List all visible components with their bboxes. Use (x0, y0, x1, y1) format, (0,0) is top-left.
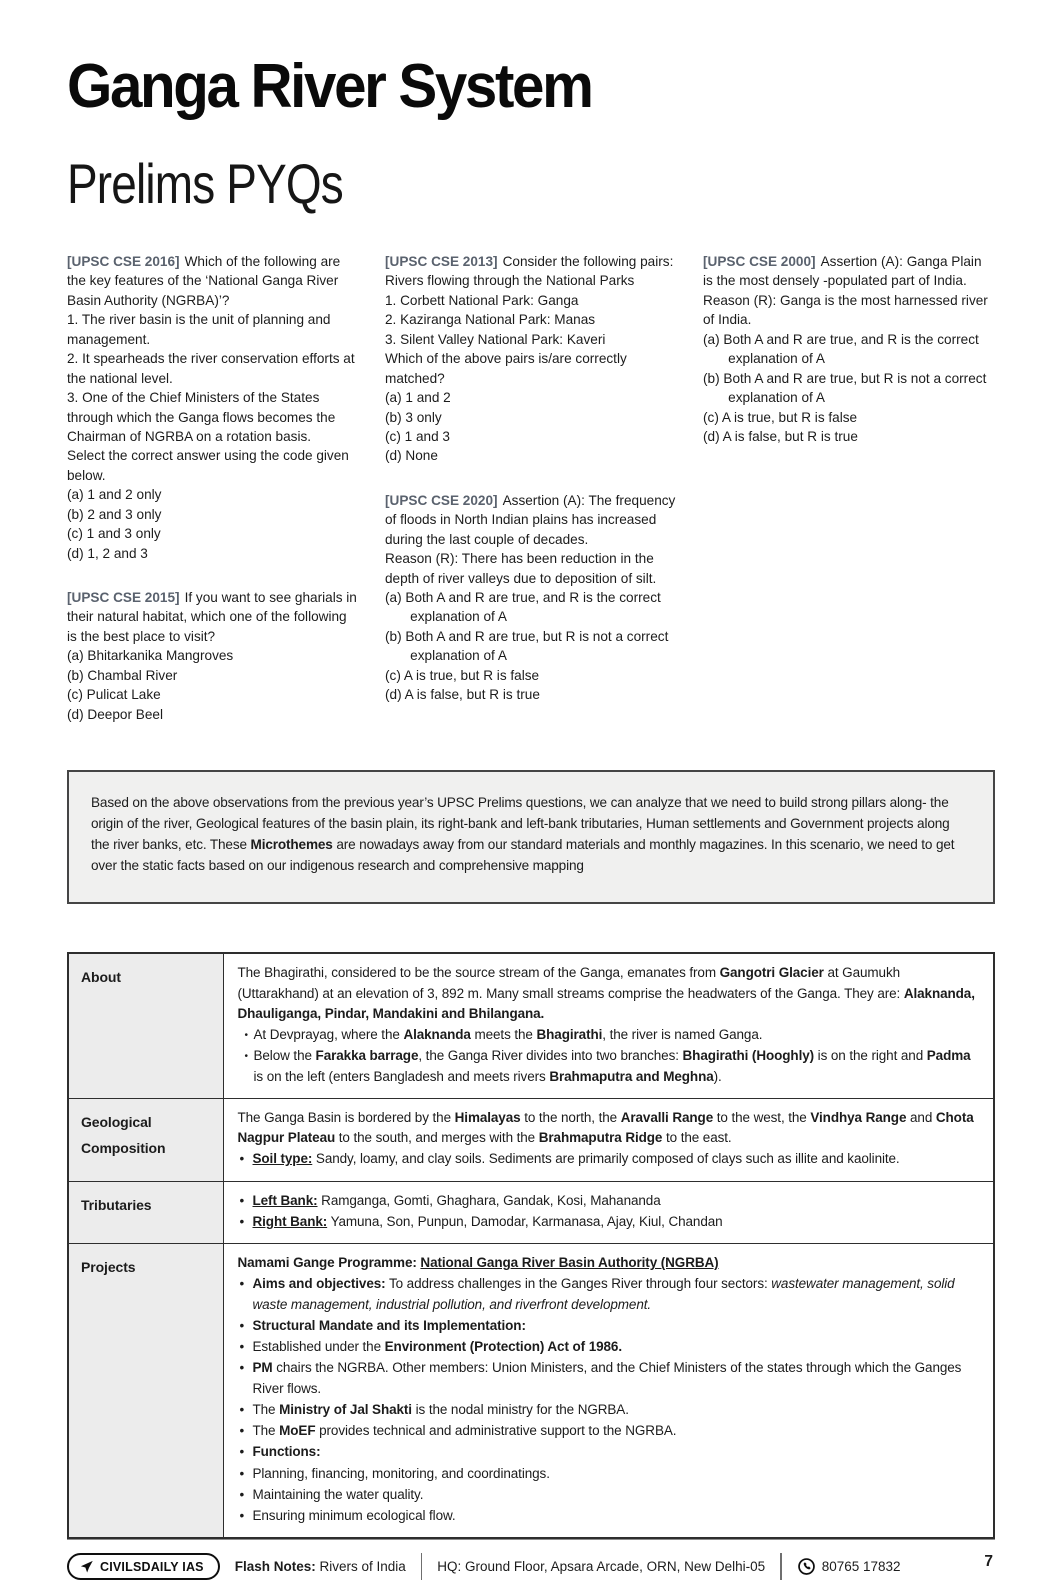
phone-number: 80765 17832 (821, 1559, 901, 1575)
text-segment: and (906, 1109, 936, 1125)
text-segment: Environment (Protection) Act of 1986. (384, 1339, 622, 1355)
text-line: (b) Both A and R are true, but R is not a correct explanation of A (385, 628, 669, 664)
question-stem: Which of the following are the key features of the ‘National Ganga River Basin Authority (NGRBA)’? (67, 254, 341, 308)
content-block (238, 1191, 980, 1211)
content-block (238, 1316, 980, 1336)
table-row-geological-composition (68, 1098, 994, 1181)
text-segment: The (252, 1423, 280, 1439)
question-head (67, 252, 359, 310)
bullet-text (253, 1149, 980, 1169)
question-body (703, 291, 995, 330)
question-tag: [UPSC CSE 2020] (385, 492, 498, 508)
text-segment: Chota Nagpur Plateau (237, 1109, 974, 1146)
bullet-text (253, 1191, 980, 1211)
bullet-text (253, 1421, 980, 1441)
page-subtitle: Prelims PYQs (67, 152, 343, 215)
hq-address: HQ: Ground Floor, Apsara Arcade, ORN, New Delhi-05 (437, 1559, 766, 1575)
question-head (385, 252, 677, 271)
content-block (238, 1025, 980, 1045)
content-block (238, 1421, 980, 1441)
bullet-text (253, 1316, 980, 1336)
question-head (703, 252, 995, 291)
info-table (67, 952, 995, 1539)
text-line: (b) 3 only (385, 409, 442, 425)
question-stem: Assertion (A): Ganga Plain is the most densely -populated part of India. (703, 254, 982, 289)
flash-notes-prefix: Flash Notes: (234, 1559, 316, 1575)
row-label-projects: Projects (68, 1244, 223, 1539)
question-stem: Assertion (A): The frequency of floods in North Indian plains has increased during the last couple of decades. (385, 492, 676, 547)
text-segment: The (252, 1401, 280, 1417)
pyq-column-3 (703, 252, 995, 724)
content-block (238, 1400, 980, 1420)
text-segment: Brahmaputra Ridge (538, 1130, 663, 1146)
text-line: 3. Silent Valley National Park: Kaveri (385, 331, 606, 347)
text-segment: Established under the (252, 1339, 385, 1355)
text-line: (a) 1 and 2 (385, 390, 451, 406)
bullet-text (253, 1212, 980, 1232)
text-segment: Himalayas (454, 1109, 521, 1125)
text-segment: Padma (926, 1048, 971, 1064)
text-line: (c) Pulicat Lake (67, 687, 161, 703)
question-body (67, 310, 359, 485)
text-segment: is the nodal ministry for the NGRBA. (411, 1401, 629, 1417)
text-segment: to the west, the (713, 1109, 811, 1125)
bullet-icon: • (239, 1276, 245, 1292)
text-segment: Planning, financing, monitoring, and coordinatings. (252, 1465, 550, 1481)
question-options (385, 388, 677, 466)
table-row-about (68, 953, 994, 1098)
bullet-text (253, 1506, 980, 1526)
question-options (385, 588, 677, 705)
bullet-icon: • (244, 1051, 248, 1063)
row-label-about: About (68, 953, 223, 1098)
bullet-icon: • (239, 1508, 245, 1524)
question-upsc-2013 (385, 252, 677, 466)
text-segment: The Bhagirathi, considered to be the source stream of the Ganga, emanates from (237, 965, 720, 981)
text-segment: to the south, and merges with the (335, 1130, 539, 1146)
question-upsc-2000 (703, 252, 995, 446)
text-line: (d) None (385, 448, 438, 464)
text-line: (b) Chambal River (67, 667, 178, 683)
question-tag: [UPSC CSE 2015] (67, 590, 180, 605)
text-segment: National Ganga River Basin Authority (NGRBA) (420, 1255, 719, 1271)
bullet-text (253, 1358, 980, 1399)
text-segment: Soil type: (252, 1151, 313, 1167)
question-upsc-2015 (67, 588, 359, 724)
text-segment: Ministry of Jal Shakti (279, 1401, 412, 1417)
text-line: (a) Both A and R are true, and R is the correct explanation of A (703, 331, 979, 367)
brand-name: CIVILSDAILY IAS (100, 1559, 204, 1574)
text-segment: wastewater management, solid waste management, industrial pollution, and riverfront development. (252, 1276, 955, 1312)
pyq-column-1 (67, 252, 359, 724)
text-segment: PM (252, 1360, 273, 1376)
text-segment: MoEF (279, 1423, 316, 1439)
content-block (238, 1046, 980, 1087)
text-segment: to the east. (662, 1130, 732, 1146)
text-segment: Right Bank: (252, 1213, 328, 1229)
row-content-geological-composition (223, 1098, 994, 1181)
bullet-text (253, 1464, 980, 1484)
text-line: (d) A is false, but R is true (703, 428, 858, 444)
text-line: 1. The river basin is the unit of planning and management. (67, 312, 331, 347)
bullet-icon: • (239, 1360, 245, 1376)
page-number: 7 (984, 1553, 993, 1571)
question-upsc-2020 (385, 491, 677, 705)
text-line: 1. Corbett National Park: Ganga (385, 292, 579, 308)
bullet-icon: • (239, 1486, 245, 1502)
paper-plane-icon (79, 1559, 94, 1574)
text-line: 2. Kaziranga National Park: Manas (385, 312, 596, 328)
text-line: 2. It spearheads the river conservation efforts at the national level. (67, 351, 355, 386)
content-block (238, 1464, 980, 1484)
content-block (238, 1337, 980, 1357)
bullet-text (254, 1025, 980, 1045)
question-body (385, 549, 677, 588)
question-tag: [UPSC CSE 2016] (67, 254, 180, 269)
text-segment: Farakka barrage (315, 1048, 419, 1064)
table-row-projects (68, 1244, 994, 1539)
text-segment: Functions: (252, 1444, 321, 1460)
row-content-about (223, 953, 994, 1098)
text-segment: ). (713, 1068, 722, 1084)
question-head (67, 588, 359, 646)
question-stem: If you want to see gharials in their natural habitat, which one of the following is the best place to visit? (67, 590, 357, 644)
text-segment: Below the (253, 1048, 316, 1064)
text-segment: Yamuna, Son, Punpun, Damodar, Karmanasa, Ajay, Kiul, Chandan (327, 1213, 723, 1229)
text-segment: meets the (470, 1027, 537, 1043)
bullet-icon: • (239, 1213, 245, 1229)
whatsapp-icon (797, 1557, 816, 1576)
bullet-icon: • (239, 1423, 245, 1439)
text-line: (c) 1 and 3 only (67, 526, 161, 542)
text-segment: , the Ganga River divides into two branches: (418, 1048, 683, 1064)
text-segment: to the north, the (520, 1109, 621, 1125)
text-segment: Alaknanda, Dhauliganga, Pindar, Mandakini and Bhilangana. (237, 985, 975, 1021)
content-block (238, 1212, 980, 1232)
text-line: 3. One of the Chief Ministers of the States through which the Ganga flows becomes the Chairman of NGRBA on a rotation basis. (67, 390, 336, 444)
text-segment: at Gaumukh (Uttarakhand) at an elevation of 3, 892 m. Many small streams comprise the headwaters of the Ganga. They are: (237, 965, 904, 1001)
text-segment: provides technical and administrative support to the NGRBA. (315, 1423, 677, 1439)
question-options (703, 330, 995, 447)
text-segment: Ensuring minimum ecological flow. (252, 1508, 456, 1524)
content-block (238, 963, 980, 1024)
question-upsc-2016 (67, 252, 359, 563)
bullet-icon: • (239, 1317, 245, 1333)
question-stem: Consider the following pairs: (502, 254, 674, 269)
question-head (385, 491, 677, 549)
text-segment: Maintaining the water quality. (252, 1486, 424, 1502)
text-line: (a) Both A and R are true, and R is the correct explanation of A (385, 590, 661, 625)
text-segment: Brahmaputra and Meghna (549, 1068, 714, 1084)
content-block (238, 1149, 980, 1169)
text-segment: Structural Mandate and its Implementation: (252, 1317, 526, 1333)
content-block (238, 1358, 980, 1399)
analysis-note-text (91, 792, 969, 876)
content-block (238, 1274, 980, 1315)
text-line: (d) 1, 2 and 3 (67, 545, 148, 561)
text-line: (d) A is false, but R is true (385, 687, 540, 703)
question-options (67, 485, 359, 563)
text-segment: is on the right and (814, 1048, 927, 1064)
pyq-section (67, 252, 995, 724)
content-block (238, 1485, 980, 1505)
text-segment: Based on the above observations from the previous year’s UPSC Prelims questions, we can analyze that we need to build strong pillars along- the origin of the river, Geological features of the basin plain, its right-bank and left-bank tributaries, Human settlements and Government projects along the river banks, etc. These (91, 795, 950, 853)
text-line: (a) Bhitarkanika Mangroves (67, 648, 234, 664)
row-content-projects (223, 1244, 994, 1539)
text-line: (b) 2 and 3 only (67, 506, 162, 522)
analysis-note-box (67, 770, 995, 904)
question-options (67, 646, 359, 724)
text-line: (c) A is true, but R is false (703, 409, 858, 425)
text-segment: chairs the NGRBA. Other members: Union Ministers, and the Chief Ministers of the states through which the Ganges River flows. (252, 1360, 962, 1396)
text-line: Reason (R): There has been reduction in the depth of river valleys due to deposition of silt. (385, 551, 657, 586)
contact-phone (797, 1557, 901, 1576)
bullet-text (253, 1442, 980, 1462)
row-content-tributaries (223, 1181, 994, 1244)
flash-notes-label (235, 1559, 406, 1574)
text-segment: Aravalli Range (620, 1109, 714, 1125)
bullet-text (253, 1400, 980, 1420)
text-segment: is on the left (enters Bangladesh and meets rivers (253, 1068, 550, 1084)
pyq-column-2 (385, 252, 677, 724)
footer-divider (780, 1553, 782, 1580)
bullet-text (253, 1274, 980, 1315)
bullet-text (253, 1337, 980, 1357)
bullet-icon: • (239, 1192, 245, 1208)
table-row-tributaries (68, 1181, 994, 1244)
text-segment: Alaknanda (403, 1027, 471, 1043)
bullet-icon: • (244, 1030, 248, 1042)
content-block (238, 1253, 980, 1273)
text-line: Which of the above pairs is/are correctly matched? (385, 351, 627, 386)
bullet-icon: • (239, 1444, 245, 1460)
text-segment: Vindhya Range (810, 1109, 907, 1125)
text-segment: Ramganga, Gomti, Ghaghara, Gandak, Kosi, Mahananda (317, 1192, 661, 1208)
text-line: Reason (R): Ganga is the most harnessed river of India. (703, 292, 988, 328)
text-line: Rivers flowing through the National Parks (385, 273, 635, 289)
question-tag: [UPSC CSE 2000] (703, 254, 816, 269)
question-body (385, 271, 677, 388)
content-block (238, 1442, 980, 1462)
text-segment: Left Bank: (252, 1192, 318, 1208)
row-label-tributaries: Tributaries (68, 1181, 223, 1244)
page-title: Ganga River System (67, 52, 592, 121)
row-label-geological-composition: Geological Composition (68, 1098, 223, 1181)
content-block (238, 1506, 980, 1526)
bullet-icon: • (239, 1401, 245, 1417)
page-footer (67, 1539, 995, 1580)
text-line: Select the correct answer using the code given below. (67, 448, 349, 483)
text-line: (d) Deepor Beel (67, 706, 163, 722)
question-tag: [UPSC CSE 2013] (385, 254, 498, 269)
flash-notes-topic: Rivers of India (315, 1559, 406, 1575)
text-segment: The Ganga Basin is bordered by the (237, 1109, 455, 1125)
text-segment: Sandy, loamy, and clay soils. Sediments are primarily composed of clays such as illite and kaolinite. (312, 1151, 900, 1167)
content-block (238, 1108, 980, 1149)
civilsdaily-brand-badge (67, 1553, 220, 1580)
bullet-icon: • (239, 1465, 245, 1481)
text-line: (a) 1 and 2 only (67, 487, 162, 503)
text-segment: are nowadays away from our standard materials and monthly magazines. In this scenario, we need to get over the static facts based on our indigenous research and comprehensive mapping (91, 837, 955, 874)
text-segment: , the river is named Ganga. (602, 1027, 763, 1043)
text-line: (c) 1 and 3 (385, 428, 450, 444)
text-segment: Microthemes (250, 837, 333, 853)
text-segment: Bhagirathi (536, 1027, 603, 1043)
bullet-icon: • (239, 1151, 245, 1167)
text-segment: Bhagirathi (Hooghly) (682, 1048, 815, 1064)
text-line: (c) A is true, but R is false (385, 667, 540, 683)
text-segment: At Devprayag, where the (253, 1027, 404, 1043)
text-segment: To address challenges in the Ganges River through four sectors: (385, 1276, 772, 1292)
bullet-text (254, 1046, 980, 1087)
bullet-text (253, 1485, 980, 1505)
text-segment: Aims and objectives: (252, 1276, 386, 1292)
footer-divider (421, 1553, 423, 1580)
text-segment: Namami Gange Programme: (237, 1255, 421, 1271)
text-segment: Gangotri Glacier (719, 965, 824, 981)
text-line: (b) Both A and R are true, but R is not a correct explanation of A (703, 370, 987, 406)
bullet-icon: • (239, 1339, 245, 1355)
